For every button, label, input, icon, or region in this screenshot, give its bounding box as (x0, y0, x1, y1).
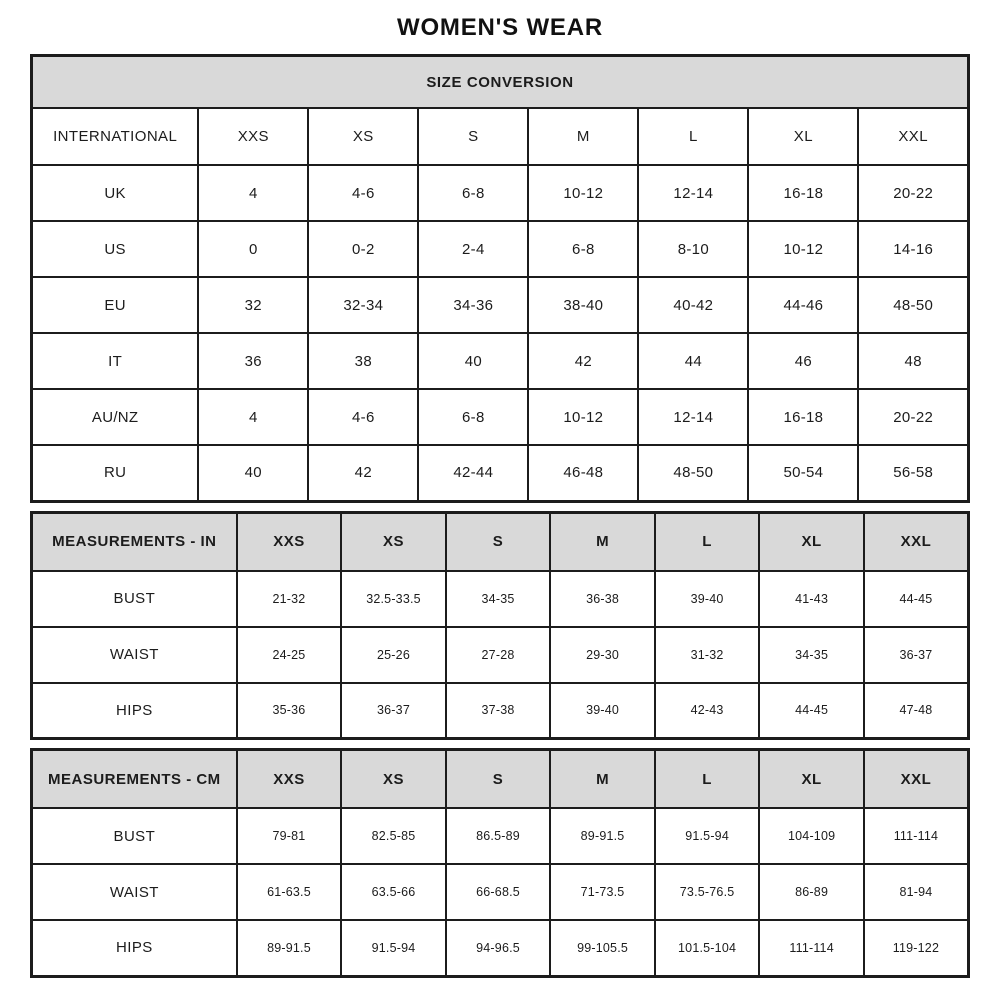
row-label: HIPS (32, 920, 237, 976)
column-header-xxl: XXL (858, 108, 968, 165)
measurements-cm-grid (30, 748, 970, 978)
table-cell: 4-6 (308, 389, 418, 445)
table-cell: 12-14 (638, 389, 748, 445)
table-cell: 29-30 (550, 627, 655, 683)
table-cell: 91.5-94 (655, 808, 760, 864)
table-cell: 82.5-85 (341, 808, 446, 864)
measurements-cm-table (30, 748, 970, 978)
column-header-xxs: XXS (237, 750, 342, 809)
table-cell: 89-91.5 (237, 920, 342, 976)
measurements-in-grid (30, 511, 970, 741)
table-cell: 34-35 (759, 627, 864, 683)
column-header-xl: XL (759, 750, 864, 809)
table-cell: 40 (198, 445, 308, 501)
table-cell: 44-46 (748, 277, 858, 333)
column-header-l: L (655, 512, 760, 571)
table-cell: 39-40 (550, 683, 655, 739)
table-cell: 44-45 (864, 571, 969, 627)
column-header-s: S (446, 750, 551, 809)
table-cell: 104-109 (759, 808, 864, 864)
row-label: IT (32, 333, 199, 389)
table-cell: 101.5-104 (655, 920, 760, 976)
column-header-xs: XS (341, 512, 446, 571)
table-cell: 16-18 (748, 165, 858, 221)
corner-header: MEASUREMENTS - CM (32, 750, 237, 809)
table-cell: 99-105.5 (550, 920, 655, 976)
row-label: AU/NZ (32, 389, 199, 445)
table-cell: 0-2 (308, 221, 418, 277)
table-cell: 37-38 (446, 683, 551, 739)
table-cell: 40-42 (638, 277, 748, 333)
column-header-xxs: XXS (237, 512, 342, 571)
table-row (32, 683, 969, 739)
table-cell: 4 (198, 389, 308, 445)
table-cell: 48-50 (858, 277, 968, 333)
table-cell: 25-26 (341, 627, 446, 683)
table-cell: 111-114 (759, 920, 864, 976)
table-cell: 14-16 (858, 221, 968, 277)
table-row (32, 571, 969, 627)
table-cell: 61-63.5 (237, 864, 342, 920)
table-cell: 47-48 (864, 683, 969, 739)
table-cell: 66-68.5 (446, 864, 551, 920)
table-cell: 111-114 (864, 808, 969, 864)
size-conversion-table (30, 54, 970, 503)
column-header-m: M (528, 108, 638, 165)
header-row (32, 512, 969, 571)
table-cell: 2-4 (418, 221, 528, 277)
table-row (32, 445, 969, 501)
table-cell: 24-25 (237, 627, 342, 683)
table-cell: 46 (748, 333, 858, 389)
table-cell: 10-12 (748, 221, 858, 277)
column-header-s: S (446, 512, 551, 571)
table-row (32, 920, 969, 976)
size-conversion-grid (30, 54, 970, 503)
table-cell: 89-91.5 (550, 808, 655, 864)
table-row (32, 165, 969, 221)
table-cell: 119-122 (864, 920, 969, 976)
table-cell: 36-37 (864, 627, 969, 683)
table-cell: 27-28 (446, 627, 551, 683)
row-label: BUST (32, 571, 237, 627)
table-cell: 56-58 (858, 445, 968, 501)
table-cell: 10-12 (528, 389, 638, 445)
column-header-m: M (550, 750, 655, 809)
column-header-m: M (550, 512, 655, 571)
table-cell: 42-44 (418, 445, 528, 501)
table-cell: 35-36 (237, 683, 342, 739)
table-cell: 12-14 (638, 165, 748, 221)
corner-header: INTERNATIONAL (32, 108, 199, 165)
page-title: WOMEN'S WEAR (397, 14, 603, 41)
table-cell: 34-35 (446, 571, 551, 627)
table-cell: 40 (418, 333, 528, 389)
column-header-s: S (418, 108, 528, 165)
table-cell: 46-48 (528, 445, 638, 501)
table-cell: 31-32 (655, 627, 760, 683)
table-cell: 63.5-66 (341, 864, 446, 920)
table-cell: 44 (638, 333, 748, 389)
table-cell: 4 (198, 165, 308, 221)
table-row (32, 333, 969, 389)
table-cell: 86.5-89 (446, 808, 551, 864)
column-header-xl: XL (759, 512, 864, 571)
column-header-xxl: XXL (864, 512, 969, 571)
table-cell: 36-37 (341, 683, 446, 739)
table-cell: 39-40 (655, 571, 760, 627)
column-header-xxs: XXS (198, 108, 308, 165)
column-header-xxl: XXL (864, 750, 969, 809)
table-cell: 81-94 (864, 864, 969, 920)
measurements-in-table (30, 511, 970, 741)
header-row (32, 750, 969, 809)
table-cell: 0 (198, 221, 308, 277)
table-cell: 42 (308, 445, 418, 501)
column-header-xl: XL (748, 108, 858, 165)
table-cell: 38 (308, 333, 418, 389)
table-banner: SIZE CONVERSION (32, 56, 969, 109)
row-label: BUST (32, 808, 237, 864)
table-row (32, 808, 969, 864)
table-cell: 42-43 (655, 683, 760, 739)
column-header-xs: XS (308, 108, 418, 165)
corner-header: MEASUREMENTS - IN (32, 512, 237, 571)
row-label: HIPS (32, 683, 237, 739)
table-cell: 38-40 (528, 277, 638, 333)
table-row (32, 221, 969, 277)
table-cell: 16-18 (748, 389, 858, 445)
table-cell: 42 (528, 333, 638, 389)
table-cell: 91.5-94 (341, 920, 446, 976)
table-cell: 6-8 (418, 389, 528, 445)
table-cell: 4-6 (308, 165, 418, 221)
table-cell: 73.5-76.5 (655, 864, 760, 920)
table-cell: 10-12 (528, 165, 638, 221)
table-cell: 48 (858, 333, 968, 389)
table-cell: 32.5-33.5 (341, 571, 446, 627)
table-cell: 71-73.5 (550, 864, 655, 920)
table-cell: 20-22 (858, 389, 968, 445)
header-row (32, 108, 969, 165)
table-cell: 36-38 (550, 571, 655, 627)
column-header-l: L (655, 750, 760, 809)
column-header-xs: XS (341, 750, 446, 809)
table-cell: 21-32 (237, 571, 342, 627)
row-label: UK (32, 165, 199, 221)
column-header-l: L (638, 108, 748, 165)
table-cell: 32-34 (308, 277, 418, 333)
row-label: WAIST (32, 627, 237, 683)
table-cell: 79-81 (237, 808, 342, 864)
row-label: RU (32, 445, 199, 501)
table-cell: 50-54 (748, 445, 858, 501)
table-cell: 32 (198, 277, 308, 333)
row-label: EU (32, 277, 199, 333)
table-row (32, 277, 969, 333)
table-cell: 6-8 (528, 221, 638, 277)
table-cell: 20-22 (858, 165, 968, 221)
table-cell: 41-43 (759, 571, 864, 627)
table-cell: 48-50 (638, 445, 748, 501)
table-banner-row (32, 56, 969, 109)
table-row (32, 389, 969, 445)
table-cell: 36 (198, 333, 308, 389)
row-label: US (32, 221, 199, 277)
table-cell: 94-96.5 (446, 920, 551, 976)
table-cell: 86-89 (759, 864, 864, 920)
table-cell: 6-8 (418, 165, 528, 221)
table-cell: 8-10 (638, 221, 748, 277)
table-cell: 44-45 (759, 683, 864, 739)
row-label: WAIST (32, 864, 237, 920)
table-cell: 34-36 (418, 277, 528, 333)
table-row (32, 627, 969, 683)
table-row (32, 864, 969, 920)
